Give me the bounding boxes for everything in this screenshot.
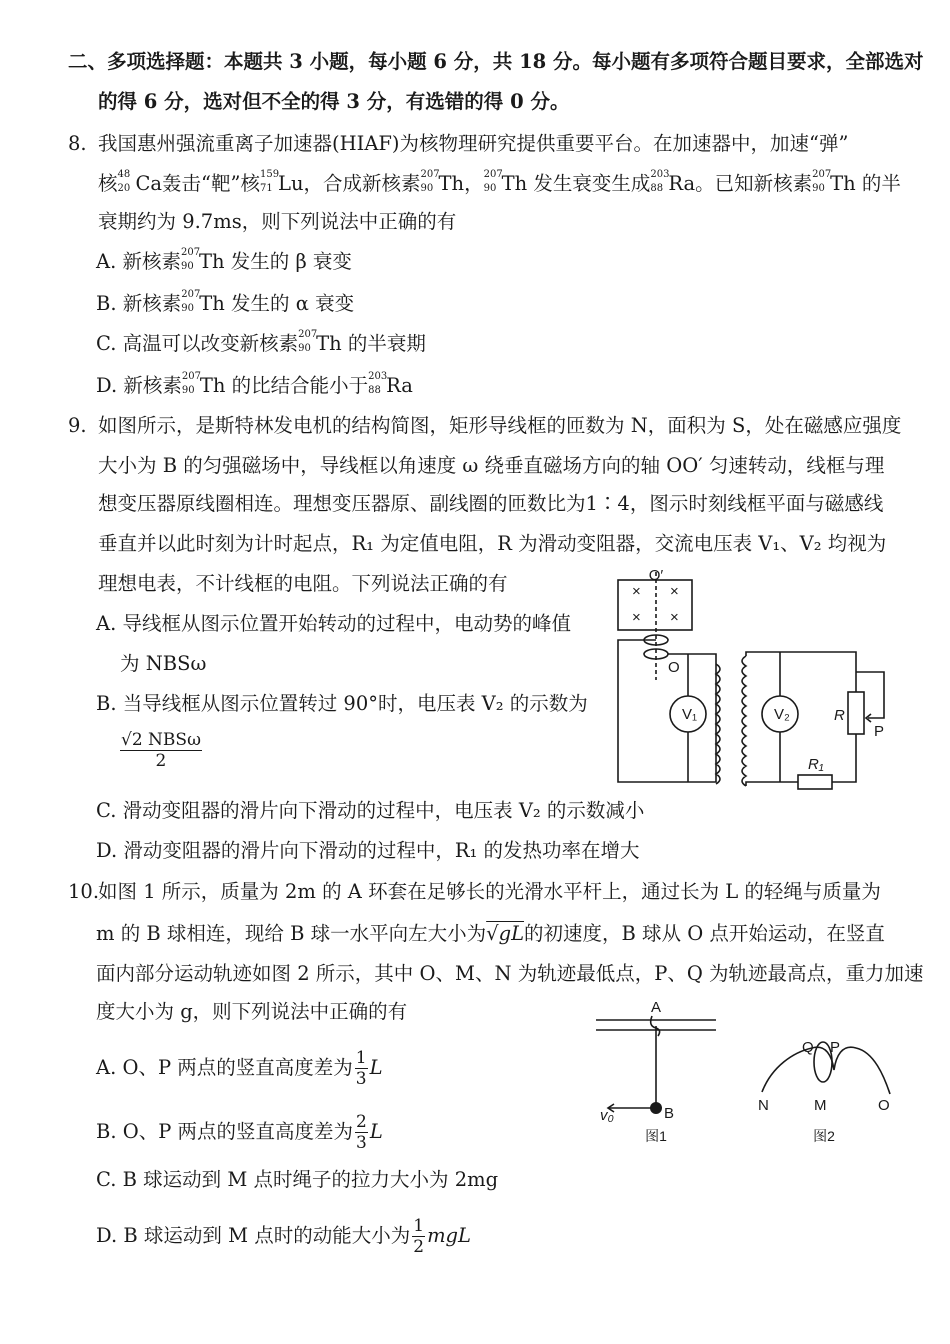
q9-option-a-line2: 为 NBSω — [120, 652, 207, 675]
q10-line1: 如图 1 所示，质量为 2m 的 A 环套在足够长的光滑水平杆上，通过长为 L 的轻绳与质量为 — [98, 880, 881, 903]
q9-line3: 想变压器原线圈相连。理想变压器原、副线圈的匝数比为1∶4，图示时刻线框平面与磁感线 — [98, 492, 884, 515]
fig1-label-v0: v₀ — [600, 1107, 614, 1124]
q10-line4: 度大小为 g，则下列说法中正确的有 — [96, 1000, 408, 1023]
label-o-prime: O′ — [648, 568, 664, 584]
q10-number: 10. — [68, 880, 100, 903]
label-o: O — [668, 659, 680, 676]
q10-line3: 面内部分运动轨迹如图 2 所示，其中 O、M、N 为轨迹最低点，P、Q 为轨迹最高点，重力加速 — [96, 962, 924, 985]
q9-option-a-line1: A. 导线框从图示位置开始转动的过程中，电动势的峰值 — [96, 612, 571, 635]
field-mark: × — [670, 583, 679, 600]
label-r1: R₁ — [808, 756, 824, 773]
section-header-line1: 二、多项选择题：本题共 3 小题，每小题 6 分，共 18 分。每小题有多项符合题目要求，全部选对 — [68, 50, 924, 73]
q8-option-c: C. 高温可以改变新核素 207 90 Th 的半衰期 — [96, 329, 426, 355]
fig1-label-b: B — [664, 1105, 675, 1122]
q8-option-b: B. 新核素 207 90 Th 发生的 α 衰变 — [96, 289, 355, 315]
nuclide-ra: 203 88 — [650, 169, 670, 194]
q9-line4: 垂直并以此时刻为计时起点，R₁ 为定值电阻，R 为滑动变阻器，交流电压表 V₁、V₂ 均视为 — [98, 532, 887, 555]
nuclide-th: 207 90 — [812, 169, 832, 194]
voltmeter-v2: V₂ — [774, 706, 790, 723]
q8-option-a: A. 新核素 207 90 Th 发生的 β 衰变 — [96, 247, 352, 273]
q9-option-b-line1: B. 当导线框从图示位置转过 90°时，电压表 V₂ 的示数为 — [96, 692, 588, 715]
nuclide-lu: 159 71 — [260, 169, 280, 194]
fig2-label-o: O — [878, 1097, 890, 1114]
q10-option-c: C. B 球运动到 M 点时绳子的拉力大小为 2mg — [96, 1168, 499, 1191]
q8-number: 8. — [68, 132, 87, 155]
q8-line2: 核 48 20 Ca轰击“靶”核 159 71 Lu，合成新核素 207 90 Th， 207 90 Th 发生衰变生成 203 88 Ra。已知新核素 207 90 Th 的半 — [98, 169, 901, 195]
q9-option-c: C. 滑动变阻器的滑片向下滑动的过程中，电压表 V₂ 的示数减小 — [96, 799, 645, 822]
nuclide-th: 207 90 — [483, 169, 503, 194]
q8-line3: 衰期约为 9.7ms，则下列说法中正确的有 — [98, 210, 457, 233]
q9-option-d: D. 滑动变阻器的滑片向下滑动的过程中，R₁ 的发热功率在增大 — [96, 839, 640, 862]
fig1-label-a: A — [650, 999, 662, 1016]
label-p: P — [874, 723, 885, 740]
q10-option-d: D. B 球运动到 M 点时的动能大小为 $\frac{1}{2}$ mgL — [96, 1216, 471, 1257]
voltmeter-v1: V₁ — [682, 706, 698, 723]
q9-line5: 理想电表，不计线框的电阻。下列说法正确的有 — [98, 572, 508, 595]
fig2-label-p: P — [830, 1039, 841, 1056]
label-r: R — [834, 707, 845, 724]
fig1-caption: 图1 — [645, 1128, 667, 1144]
fig2-label-q: Q — [802, 1039, 814, 1056]
section-header-line2: 的得 6 分，选对但不全的得 3 分，有选错的得 0 分。 — [98, 90, 570, 113]
field-mark: × — [632, 609, 641, 626]
q9-line1: 如图所示，是斯特林发电机的结构简图，矩形导线框的匝数为 N，面积为 S，处在磁感应强度 — [98, 414, 902, 437]
q8-line1: 我国惠州强流重离子加速器(HIAF)为核物理研究提供重要平台。在加速器中，加速“弹” — [98, 132, 849, 155]
q10-option-a: A. O、P 两点的竖直高度差为 $\frac{1}{3}$ L — [96, 1048, 383, 1089]
q9-option-b-fraction: $\frac{\text{√2 NBSω}}{2}$ — [121, 730, 201, 771]
q9-number: 9. — [68, 414, 87, 437]
fig2-label-m: M — [814, 1097, 827, 1114]
q8-option-d: D. 新核素 207 90 Th 的比结合能小于 203 88 Ra — [96, 371, 413, 397]
q10-figures — [594, 996, 894, 1146]
nuclide-th: 207 90 — [420, 169, 440, 194]
fig2-label-n: N — [758, 1097, 769, 1114]
field-mark: × — [632, 583, 641, 600]
nuclide-ca: 48 20 — [117, 169, 131, 194]
q9-circuit-figure — [612, 568, 892, 792]
q10-option-b: B. O、P 两点的竖直高度差为 $\frac{2}{3}$ L — [96, 1112, 383, 1153]
fig2-caption: 图2 — [813, 1128, 835, 1144]
field-mark: × — [670, 609, 679, 626]
q9-line2: 大小为 B 的匀强磁场中，导线框以角速度 ω 绕垂直磁场方向的轴 OO′ 匀速转动，线框与理 — [98, 454, 885, 477]
q10-line2: m 的 B 球相连，现给 B 球一水平向左大小为√gL的初速度，B 球从 O 点开始运动，在竖直 — [96, 922, 885, 945]
